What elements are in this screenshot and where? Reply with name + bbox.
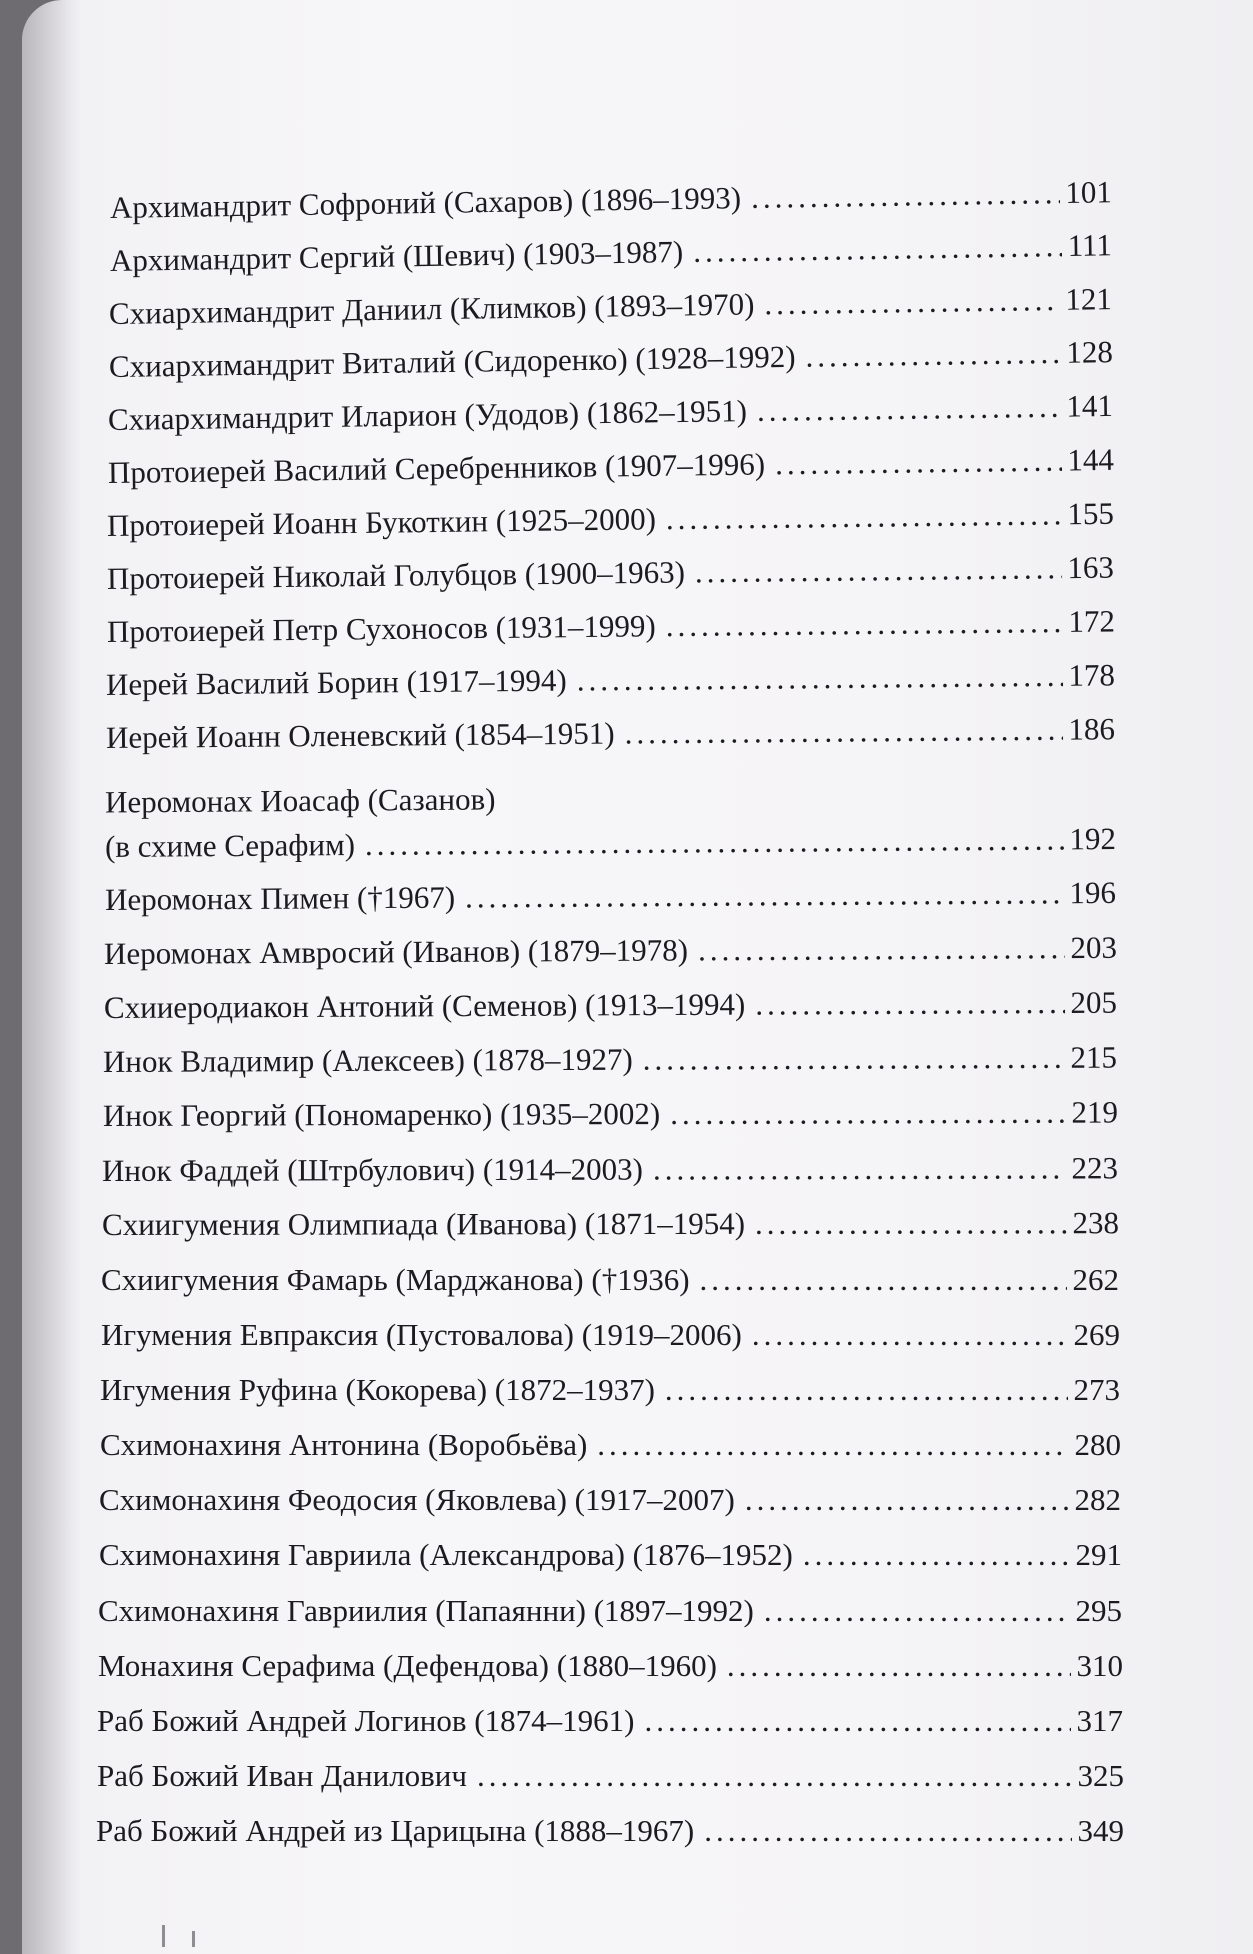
leader-dots (577, 658, 1063, 699)
toc-entry (105, 821, 1116, 865)
toc-entry-page: 163 (1067, 549, 1115, 586)
toc-entry (104, 985, 1117, 1026)
toc-entry-title: Протоиерей Иоанн Букоткин (1925–2000) (106, 501, 657, 543)
toc-entry-page: 273 (1073, 1372, 1120, 1407)
toc-entry (105, 875, 1116, 918)
page-edge-mark (192, 1931, 195, 1947)
table-of-contents (22, 0, 1253, 1954)
book-page (22, 0, 1253, 1954)
leader-dots (727, 1648, 1071, 1684)
toc-entry-title: Инок Фаддей (Штрбулович) (1914–2003) (101, 1151, 643, 1188)
toc-entry (110, 227, 1112, 279)
leader-dots (755, 985, 1064, 1023)
toc-entry-page: 317 (1076, 1703, 1123, 1738)
toc-entry-title: Схимонахиня Антонина (Воробьёва) (100, 1427, 588, 1462)
leader-dots (757, 389, 1061, 429)
toc-entry-page: 280 (1074, 1427, 1121, 1462)
toc-entry-page: 269 (1073, 1317, 1120, 1352)
leader-dots (698, 930, 1065, 968)
toc-entry-page: 155 (1067, 495, 1115, 532)
toc-entry (109, 334, 1113, 385)
toc-entry (102, 1150, 1118, 1189)
toc-entry (108, 442, 1114, 491)
toc-entry (101, 1317, 1120, 1353)
toc-entry-title: Монахиня Серафима (Дефендова) (1880–1960) (98, 1648, 717, 1683)
leader-dots (764, 1593, 1070, 1629)
toc-entry (107, 603, 1115, 650)
toc-entry (100, 1372, 1120, 1408)
toc-entry-page: 101 (1065, 174, 1113, 210)
leader-dots (745, 1482, 1069, 1518)
toc-entry-title: Инок Георгий (Пономаренко) (1935–2002) (102, 1096, 661, 1133)
toc-entry (97, 1703, 1123, 1739)
leader-dots (653, 1150, 1066, 1187)
toc-entry-title: Схииеродиакон Антоний (Семенов) (1913–1994) (103, 986, 746, 1025)
leader-dots (803, 1537, 1070, 1573)
leader-dots (666, 604, 1063, 644)
toc-entry (98, 1593, 1122, 1629)
toc-entry-title: Игумения Руфина (Кокорева) (1872–1937) (100, 1372, 655, 1407)
toc-entry-title: Раб Божий Иван Данилович (97, 1758, 467, 1793)
toc-entry-title: Схимонахиня Гавриилия (Папаянни) (1897–1992) (98, 1593, 754, 1628)
leader-dots (700, 1262, 1067, 1298)
toc-entry-first-line (105, 781, 496, 820)
toc-entry (101, 1262, 1119, 1298)
leader-dots (644, 1703, 1070, 1739)
toc-entry-title: Иерей Иоанн Оленевский (1854–1951) (105, 715, 615, 755)
toc-entry-title: Схиигумения Олимпиада (Иванова) (1871–1954) (101, 1205, 746, 1242)
toc-entry-page: 121 (1065, 281, 1113, 317)
toc-entry-page: 141 (1066, 387, 1114, 424)
toc-entry (110, 174, 1112, 226)
toc-entry (99, 1482, 1121, 1518)
toc-entry (102, 1205, 1119, 1243)
toc-entry-title: Архимандрит Софроний (Сахаров) (1896–1993) (109, 180, 742, 225)
leader-dots (665, 1372, 1068, 1408)
toc-entry-title: Игумения Евпраксия (Пустовалова) (1919–2006) (101, 1317, 742, 1352)
toc-entry (107, 550, 1114, 597)
toc-entry-title: Схимонахиня Гавриила (Александрова) (1876–1952) (99, 1537, 793, 1572)
toc-entry (103, 1094, 1118, 1134)
toc-entry-page: 282 (1074, 1482, 1121, 1517)
toc-entry-title: Схимонахиня Феодосия (Яковлева) (1917–2007) (99, 1482, 735, 1517)
toc-entry-page: 295 (1075, 1593, 1122, 1628)
page-edge-mark (162, 1925, 165, 1947)
toc-entry (96, 1813, 1124, 1849)
toc-entry (106, 711, 1115, 756)
leader-dots (752, 1317, 1068, 1353)
toc-entry-title: (в схиме Серафим) (104, 827, 356, 864)
toc-entry-page: 291 (1075, 1537, 1122, 1572)
leader-dots (597, 1427, 1068, 1463)
toc-entry-title: Иеромонах Иоасаф (Сазанов) (104, 781, 496, 820)
toc-entry (108, 388, 1113, 438)
toc-entry-page: 223 (1071, 1150, 1119, 1186)
toc-entry-title: Иеромонах Пимен (†1967) (104, 879, 456, 917)
leader-dots (465, 875, 1064, 915)
leader-dots (695, 550, 1062, 590)
toc-entry-title: Раб Божий Андрей из Царицына (1888–1967) (96, 1813, 695, 1848)
toc-entry-page: 172 (1068, 603, 1116, 639)
toc-entry-page: 215 (1070, 1039, 1118, 1075)
toc-entry (97, 1758, 1124, 1794)
toc-entry-title: Иеромонах Амвросий (Иванов) (1879–1978) (103, 932, 689, 971)
toc-entry (107, 496, 1114, 544)
leader-dots (764, 282, 1060, 322)
toc-entry-page: 349 (1077, 1813, 1124, 1848)
toc-entry-page: 205 (1070, 984, 1118, 1020)
toc-entry-page: 219 (1071, 1094, 1119, 1130)
toc-entry-page: 238 (1072, 1205, 1120, 1241)
toc-entry (103, 1040, 1117, 1080)
toc-entry-title: Схиархимандрит Даниил (Климков) (1893–1970) (108, 286, 755, 331)
leader-dots (477, 1758, 1072, 1794)
toc-entry-title: Инок Владимир (Алексеев) (1878–1927) (102, 1041, 633, 1079)
leader-dots (693, 228, 1062, 270)
toc-entry-title: Протоиерей Василий Серебренников (1907–1996) (107, 446, 766, 490)
leader-dots (751, 175, 1060, 216)
toc-entry (100, 1427, 1121, 1463)
toc-entry-page: 128 (1066, 334, 1114, 370)
toc-entry-title: Схиархимандрит Иларион (Удодов) (1862–1951) (107, 393, 748, 437)
leader-dots (666, 496, 1062, 537)
toc-entry-page: 196 (1069, 874, 1117, 911)
toc-entry-page: 262 (1072, 1262, 1119, 1297)
leader-dots (643, 1040, 1065, 1078)
toc-entry-page: 203 (1070, 929, 1118, 966)
toc-entry (106, 657, 1115, 703)
toc-entry-title: Схиигумения Фамарь (Марджанова) (†1936) (101, 1262, 690, 1297)
toc-entry-title: Архимандрит Сергий (Шевич) (1903–1987) (109, 233, 684, 278)
toc-entry-title: Раб Божий Андрей Логинов (1874–1961) (97, 1703, 635, 1738)
toc-entry-page: 111 (1067, 227, 1113, 263)
leader-dots (704, 1813, 1071, 1849)
toc-entry-page: 310 (1076, 1648, 1123, 1683)
leader-dots (775, 443, 1062, 483)
toc-entry-title: Иерей Василий Борин (1917–1994) (105, 662, 567, 702)
toc-entry-page: 192 (1069, 821, 1117, 857)
toc-entry-page: 186 (1068, 711, 1116, 747)
leader-dots (805, 335, 1060, 375)
toc-entry (109, 281, 1112, 332)
leader-dots (755, 1205, 1067, 1242)
toc-entry (99, 1537, 1122, 1573)
leader-dots (365, 821, 1064, 862)
toc-entry-page: 325 (1077, 1758, 1124, 1793)
toc-entry (104, 930, 1117, 972)
toc-entry-title: Протоиерей Николай Голубцов (1900–1963) (106, 554, 686, 596)
leader-dots (670, 1095, 1065, 1132)
leader-dots (624, 712, 1062, 752)
toc-entry (98, 1648, 1123, 1684)
toc-entry-title: Схиархимандрит Виталий (Сидоренко) (1928–1992) (108, 338, 796, 384)
toc-entry-title: Протоиерей Петр Сухоносов (1931–1999) (106, 608, 656, 649)
toc-entry-page: 144 (1067, 441, 1115, 478)
toc-entry-page: 178 (1068, 657, 1116, 693)
